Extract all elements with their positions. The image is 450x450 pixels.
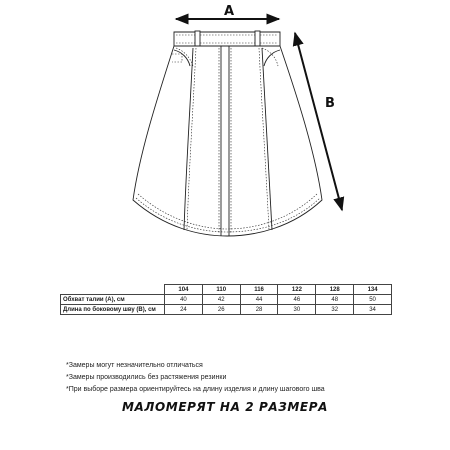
size-header: 104 xyxy=(165,285,203,295)
note-line: *Замеры производились без растяжения резинки xyxy=(66,374,227,381)
table-cell: 50 xyxy=(354,295,392,305)
size-header: 134 xyxy=(354,285,392,295)
belt-loop-right xyxy=(255,31,260,47)
table-cell: 34 xyxy=(354,305,392,315)
table-cell: 40 xyxy=(165,295,203,305)
table-row xyxy=(61,295,392,305)
note-line: *Замеры могут незначительно отличаться xyxy=(66,362,203,369)
table-cell: 46 xyxy=(278,295,316,305)
dimension-a-label: A xyxy=(223,4,235,19)
row-label-waist: Обхват талии (А), см xyxy=(61,295,165,305)
table-cell: 24 xyxy=(165,305,203,315)
size-table xyxy=(60,284,392,315)
table-cell: 28 xyxy=(240,305,278,315)
size-header: 116 xyxy=(240,285,278,295)
table-cell: 32 xyxy=(316,305,354,315)
waistband xyxy=(174,32,280,46)
skirt-body xyxy=(133,46,322,236)
table-cell: 42 xyxy=(202,295,240,305)
table-cell: 48 xyxy=(316,295,354,305)
table-row xyxy=(61,305,392,315)
table-cell: 26 xyxy=(202,305,240,315)
row-label-length: Длина по боковому шву (В), см xyxy=(61,305,165,315)
size-header-row xyxy=(61,285,392,295)
table-cell: 30 xyxy=(278,305,316,315)
belt-loop-left xyxy=(195,31,200,47)
notes xyxy=(66,360,325,396)
size-header: 122 xyxy=(278,285,316,295)
table-cell: 44 xyxy=(240,295,278,305)
note-line: *При выборе размера ориентируйтесь на длину изделия и длину шагового шва xyxy=(66,386,325,393)
skirt-drawing xyxy=(133,31,322,236)
size-header: 128 xyxy=(316,285,354,295)
headline: МАЛОМЕРЯТ НА 2 РАЗМЕРА xyxy=(122,400,328,414)
table-corner xyxy=(61,285,165,295)
dimension-b-label: B xyxy=(325,96,335,111)
size-header: 110 xyxy=(202,285,240,295)
